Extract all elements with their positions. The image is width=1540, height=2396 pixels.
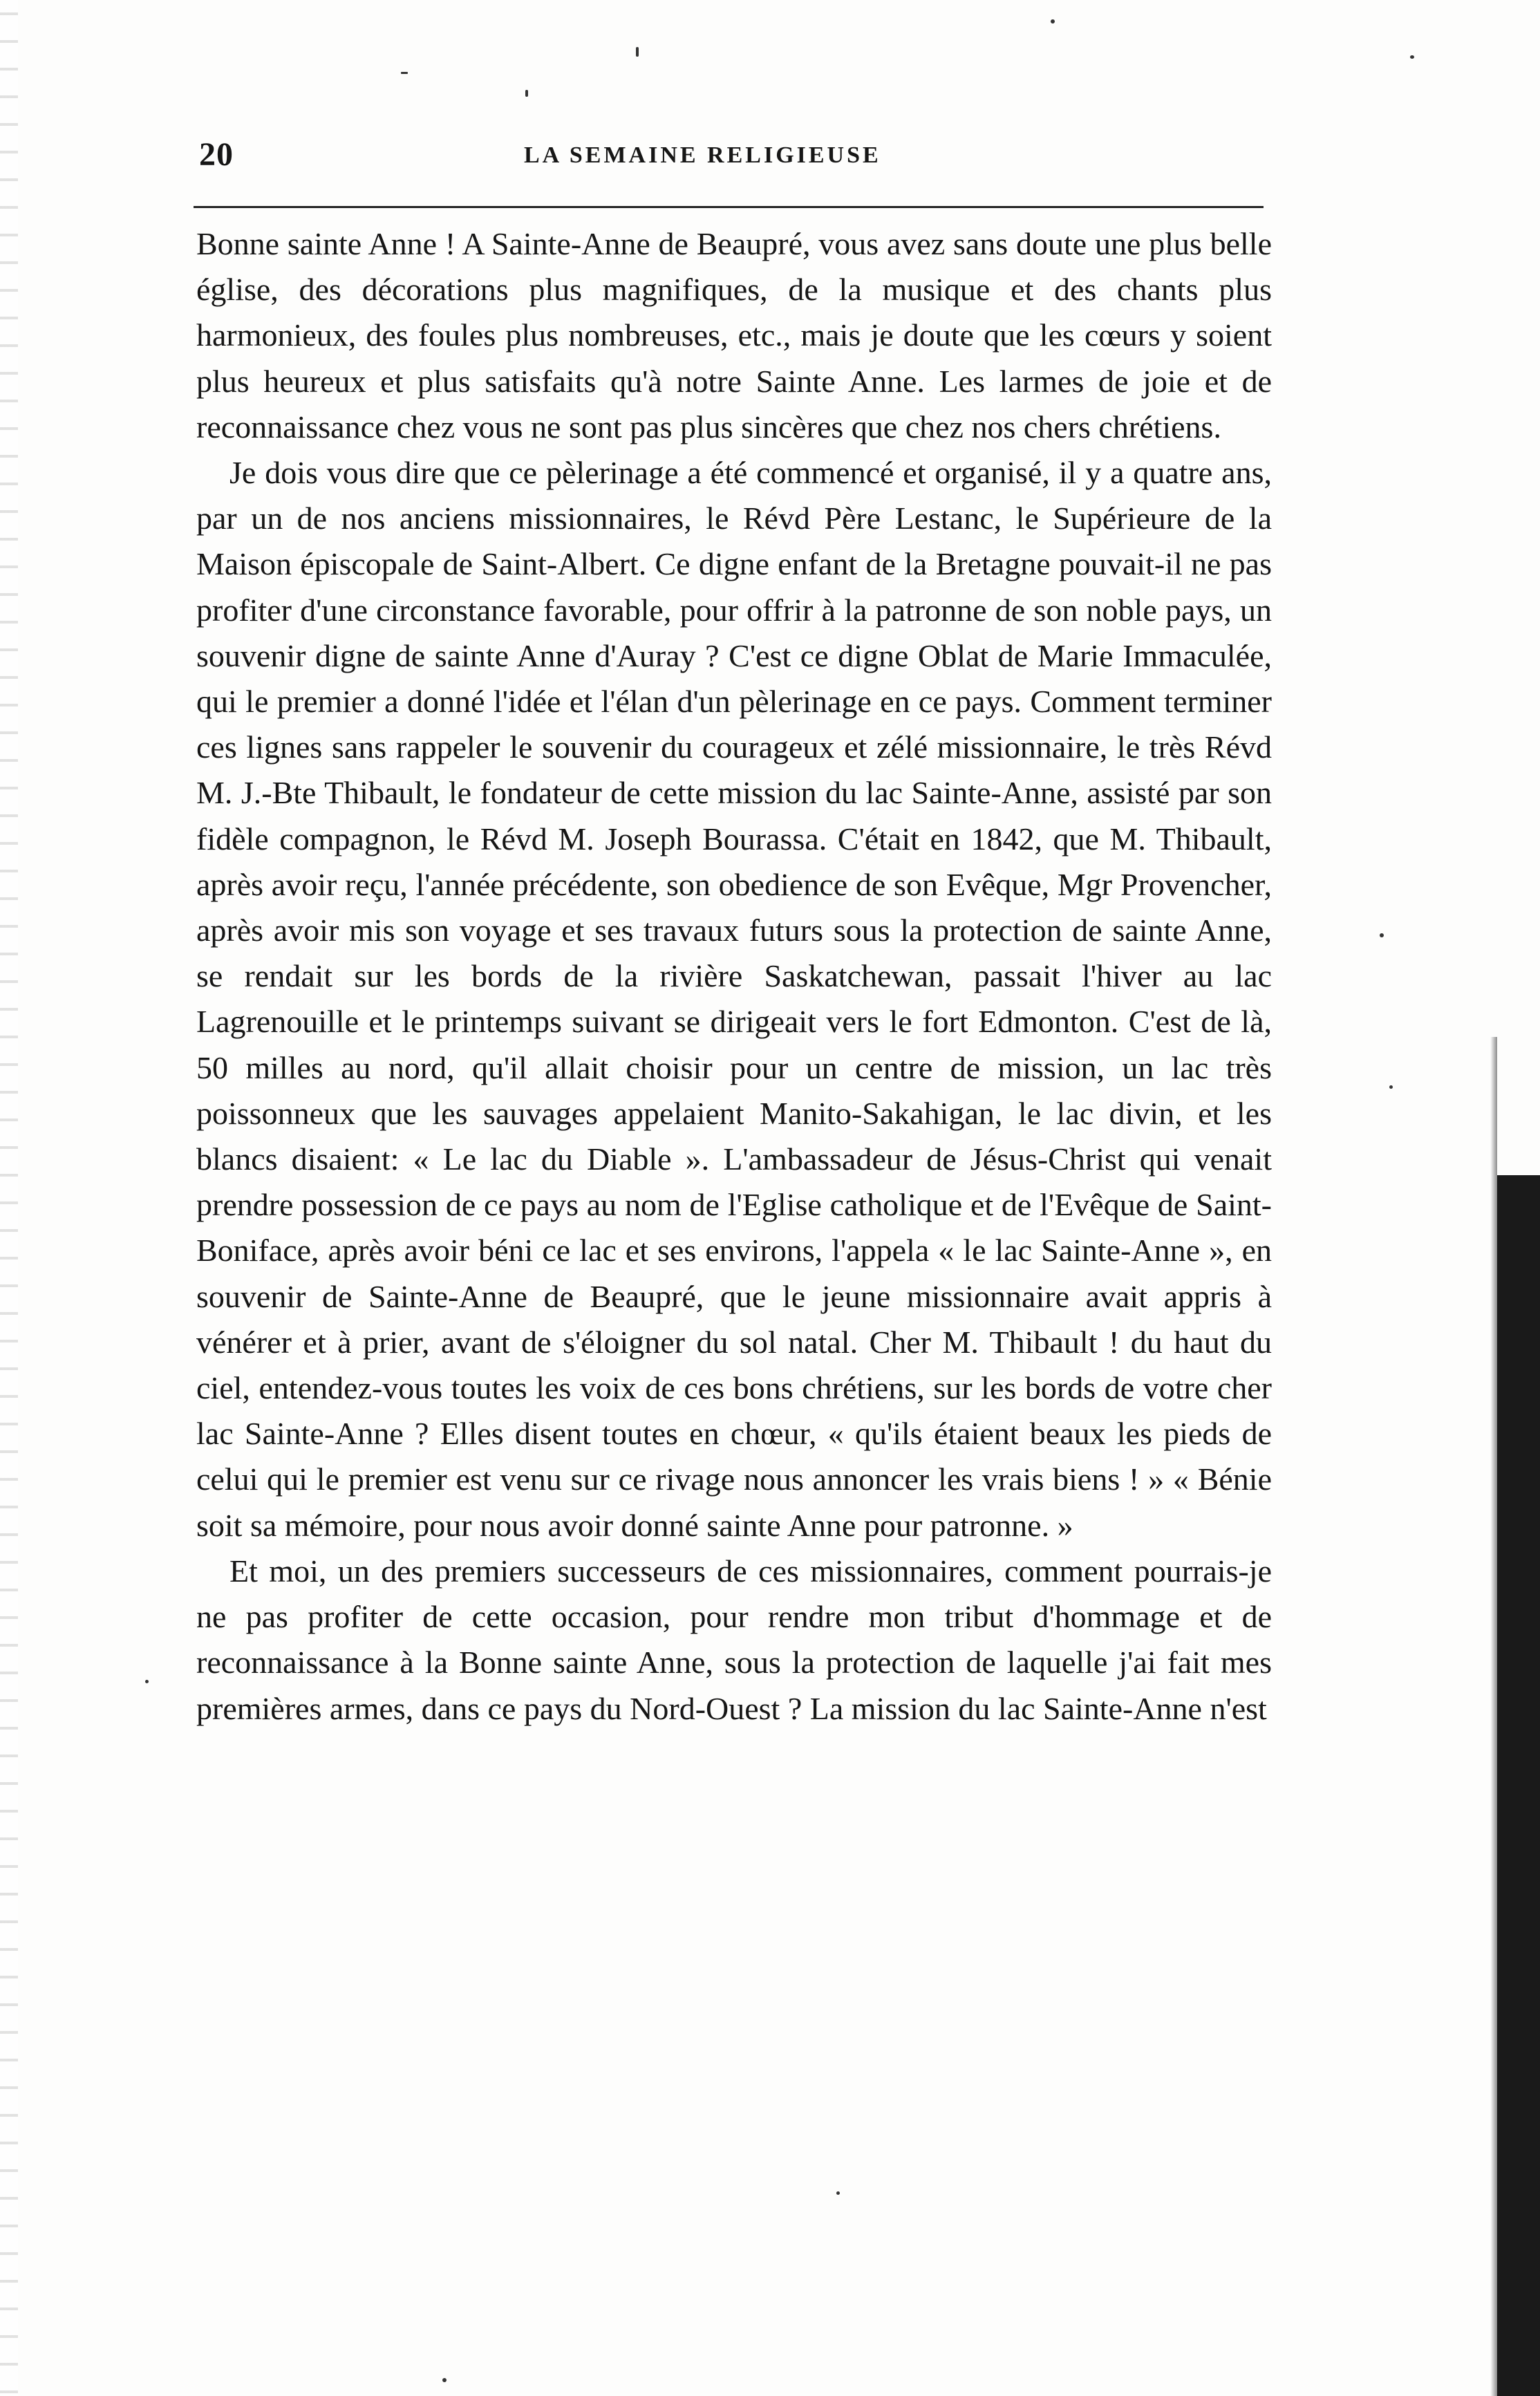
paragraph-1: Bonne sainte Anne ! A Sainte-Anne de Beaupré, vous avez sans doute une plus belle église, des décorations plus magnifiques, de la musique et des chants plus harmonieux, des foules plus nombreuses, etc., mais je doute que les cœurs y soient plus heureux et plus satisfaits qu'à notre Sainte Anne. Les larmes de joie et de reconnaissance chez vous ne sont pas plus sincères que chez nos chers chrétiens. [196, 226, 1272, 444]
paragraph-3: Et moi, un des premiers successeurs de ces missionnaires, comment pourrais-je ne pas profiter de cette occasion, pour rendre mon tribut d'hommage et de reconnaissance à la Bonne sainte Anne, sous la protection de laquelle j'ai fait mes premières armes, dans ce pays du Nord-Ouest ? La mission du lac Sainte-Anne n'est [196, 1553, 1272, 1726]
page-number: 20 [199, 136, 234, 173]
scan-speck [1051, 19, 1055, 24]
scan-speck [401, 72, 408, 74]
header-rule [194, 206, 1264, 208]
scan-speck [525, 90, 528, 97]
scan-speck [442, 2378, 447, 2382]
scan-speck [1380, 933, 1384, 937]
scan-left-edge [0, 0, 18, 2396]
body-text [196, 221, 1272, 1732]
paragraph-2: Je dois vous dire que ce pèlerinage a été commencé et organisé, il y a quatre ans, par un de nos anciens missionnaires, le Révd Père Lestanc, le Supérieure de la Maison épiscopale de Saint-Albert. Ce digne enfant de la Bretagne pouvait-il ne pas profiter d'une circonstance favorable, pour offrir à la patronne de son noble pays, un souvenir digne de sainte Anne d'Auray ? C'est ce digne Oblat de Marie Immaculée, qui le premier a donné l'idée et l'élan d'un pèlerinage en ce pays. Comment terminer ces lignes sans rappeler le souvenir du courageux et zélé missionnaire, le très Révd M. J.-Bte Thibault, le fondateur de cette mission du lac Sainte-Anne, assisté par son fidèle compagnon, le Révd M. Joseph Bourassa. C'était en 1842, que M. Thibault, après avoir reçu, l'année précédente, son obedience de son Evêque, Mgr Provencher, après avoir mis son voyage et ses travaux futurs sous la protection de sainte Anne, se rendait sur les bords de la rivière Saskatchewan, passait l'hiver au lac Lagrenouille et le printemps suivant se dirigeait vers le fort Edmonton. C'est de là, 50 milles au nord, qu'il allait choisir pour un centre de mission, un lac très poissonneux que les sauvages appelaient Manito-Sakahigan, le lac divin, et les blancs disaient: « Le lac du Diable ». L'ambassadeur de Jésus-Christ qui venait prendre possession de ce pays au nom de l'Eglise catholique et de l'Evêque de Saint-Boniface, après avoir béni ce lac et ses environs, l'appela « le lac Sainte-Anne », en souvenir de Sainte-Anne de Beaupré, que le jeune missionnaire avait appris à vénérer et à prier, avant de s'éloigner du sol natal. Cher M. Thibault ! du haut du ciel, entendez-vous toutes les voix de ces bons chrétiens, sur les bords de votre cher lac Sainte-Anne ? Elles disent toutes en chœur, « qu'ils étaient beaux les pieds de celui qui le premier est venu sur ce rivage nous annoncer les vrais biens ! » « Bénie soit sa mémoire, pour nous avoir donné sainte Anne pour patronne. » [196, 455, 1272, 1543]
page-header [199, 135, 1264, 180]
running-title: LA SEMAINE RELIGIEUSE [524, 142, 881, 168]
scan-speck [1389, 1085, 1393, 1089]
scan-right-edge [1497, 1175, 1540, 2396]
scan-speck [145, 1680, 149, 1683]
scan-right-shadow [1490, 1037, 1497, 2396]
scan-speck [1410, 55, 1414, 59]
scan-speck [636, 47, 639, 57]
scan-speck [836, 2191, 840, 2195]
